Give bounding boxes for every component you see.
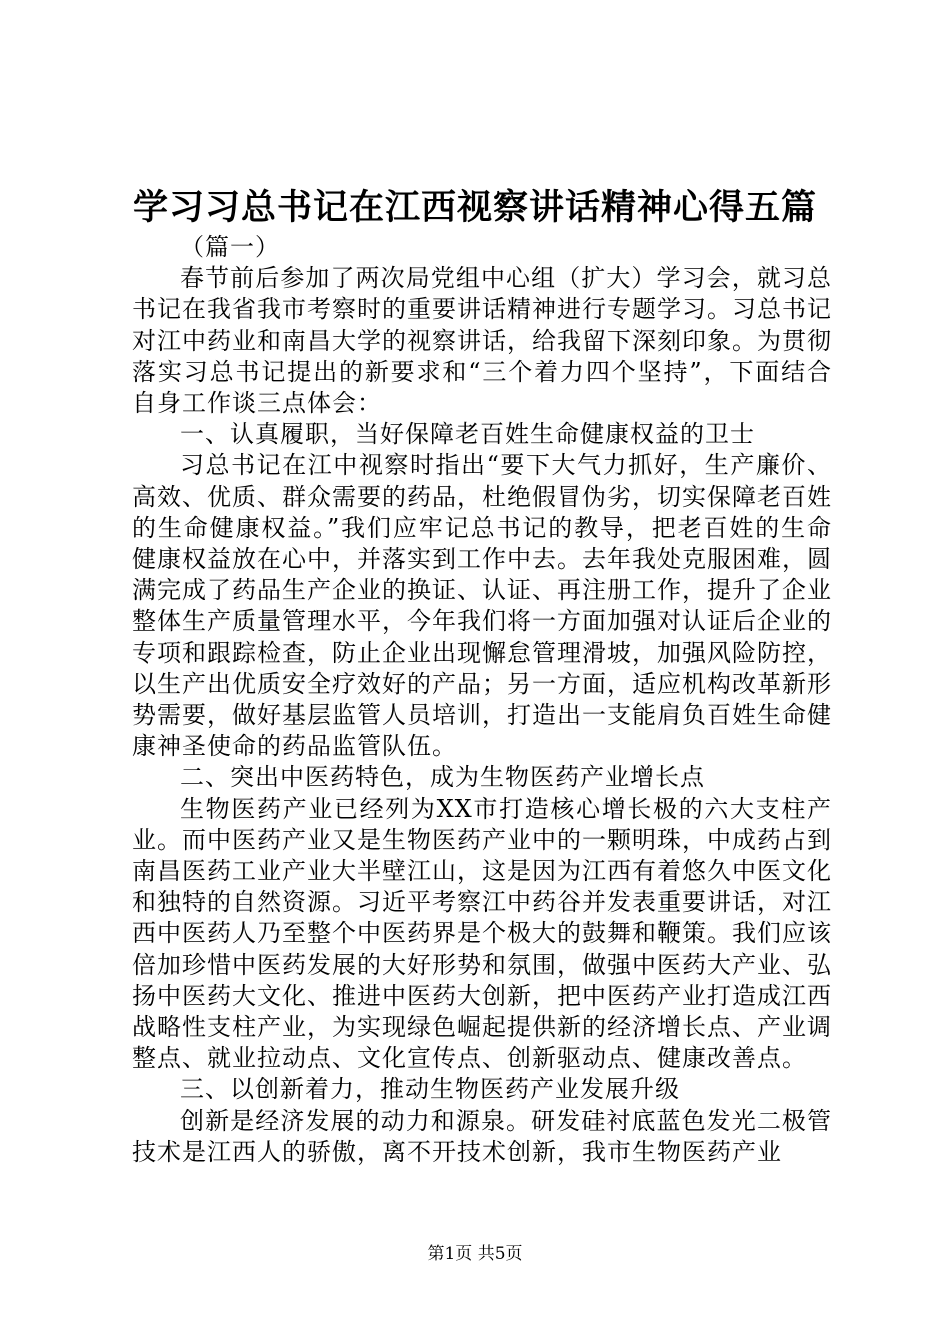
document-title: 学习习总书记在江西视察讲话精神心得五篇 bbox=[132, 187, 817, 228]
paragraph-2: 生物医药产业已经列为XX市打造核心增长极的六大支柱产业。而中医药产业又是生物医药产业中的一颗明珠，中成药占到南昌医药工业产业大半壁江山，这是因为江西有着悠久中医文化和独特的自然资源。习近平考察江中药谷并发表重要讲话，对江西中医药人乃至整个中医药界是个极大的鼓舞和鞭策。我们应该倍加珍惜中医药发展的大好形势和氛围，做强中医药大产业、弘扬中医药大文化、推进中医药大创新，把中医药产业打造成江西战略性支柱产业，为实现绿色崛起提供新的经济增长点、产业调整点、就业拉动点、文化宣传点、创新驱动点、健康改善点。 bbox=[132, 794, 832, 1073]
paragraph-1: 习总书记在江中视察时指出“要下大气力抓好，生产廉价、高效、优质、群众需要的药品，杜绝假冒伪劣，切实保障老百姓的生命健康权益。”我们应牢记总书记的教导，把老百姓的生命健康权益放在心中，并落实到工作中去。去年我处克服困难，圆满完成了药品生产企业的换证、认证、再注册工作，提升了企业整体生产质量管理水平，今年我们将一方面加强对认证后企业的专项和跟踪检查，防止企业出现懈怠管理滑坡，加强风险防控，以生产出优质安全疗效好的产品；另一方面，适应机构改革新形势需要，做好基层监管人员培训，打造出一支能肩负百姓生命健康神圣使命的药品监管队伍。 bbox=[132, 451, 832, 761]
heading-3: 三、以创新着力，推动生物医药产业发展升级 bbox=[180, 1075, 680, 1104]
paragraph-intro: 春节前后参加了两次局党组中心组（扩大）学习会，就习总书记在我省我市考察时的重要讲话精神进行专题学习。习总书记对江中药业和南昌大学的视察讲话，给我留下深刻印象。为贯彻落实习总书记提出的新要求和“三个着力四个坚持”，下面结合自身工作谈三点体会： bbox=[132, 264, 832, 418]
heading-2: 二、突出中医药特色，成为生物医药产业增长点 bbox=[180, 763, 705, 792]
paragraph-3: 创新是经济发展的动力和源泉。研发硅衬底蓝色发光二极管技术是江西人的骄傲，离不开技术创新，我市生物医药产业 bbox=[132, 1106, 832, 1166]
document-body bbox=[132, 232, 832, 1168]
heading-1: 一、认真履职，当好保障老百姓生命健康权益的卫士 bbox=[180, 420, 755, 449]
section-label: （篇一） bbox=[180, 233, 280, 261]
page-number-footer: 第1页 共5页 bbox=[427, 1244, 523, 1264]
